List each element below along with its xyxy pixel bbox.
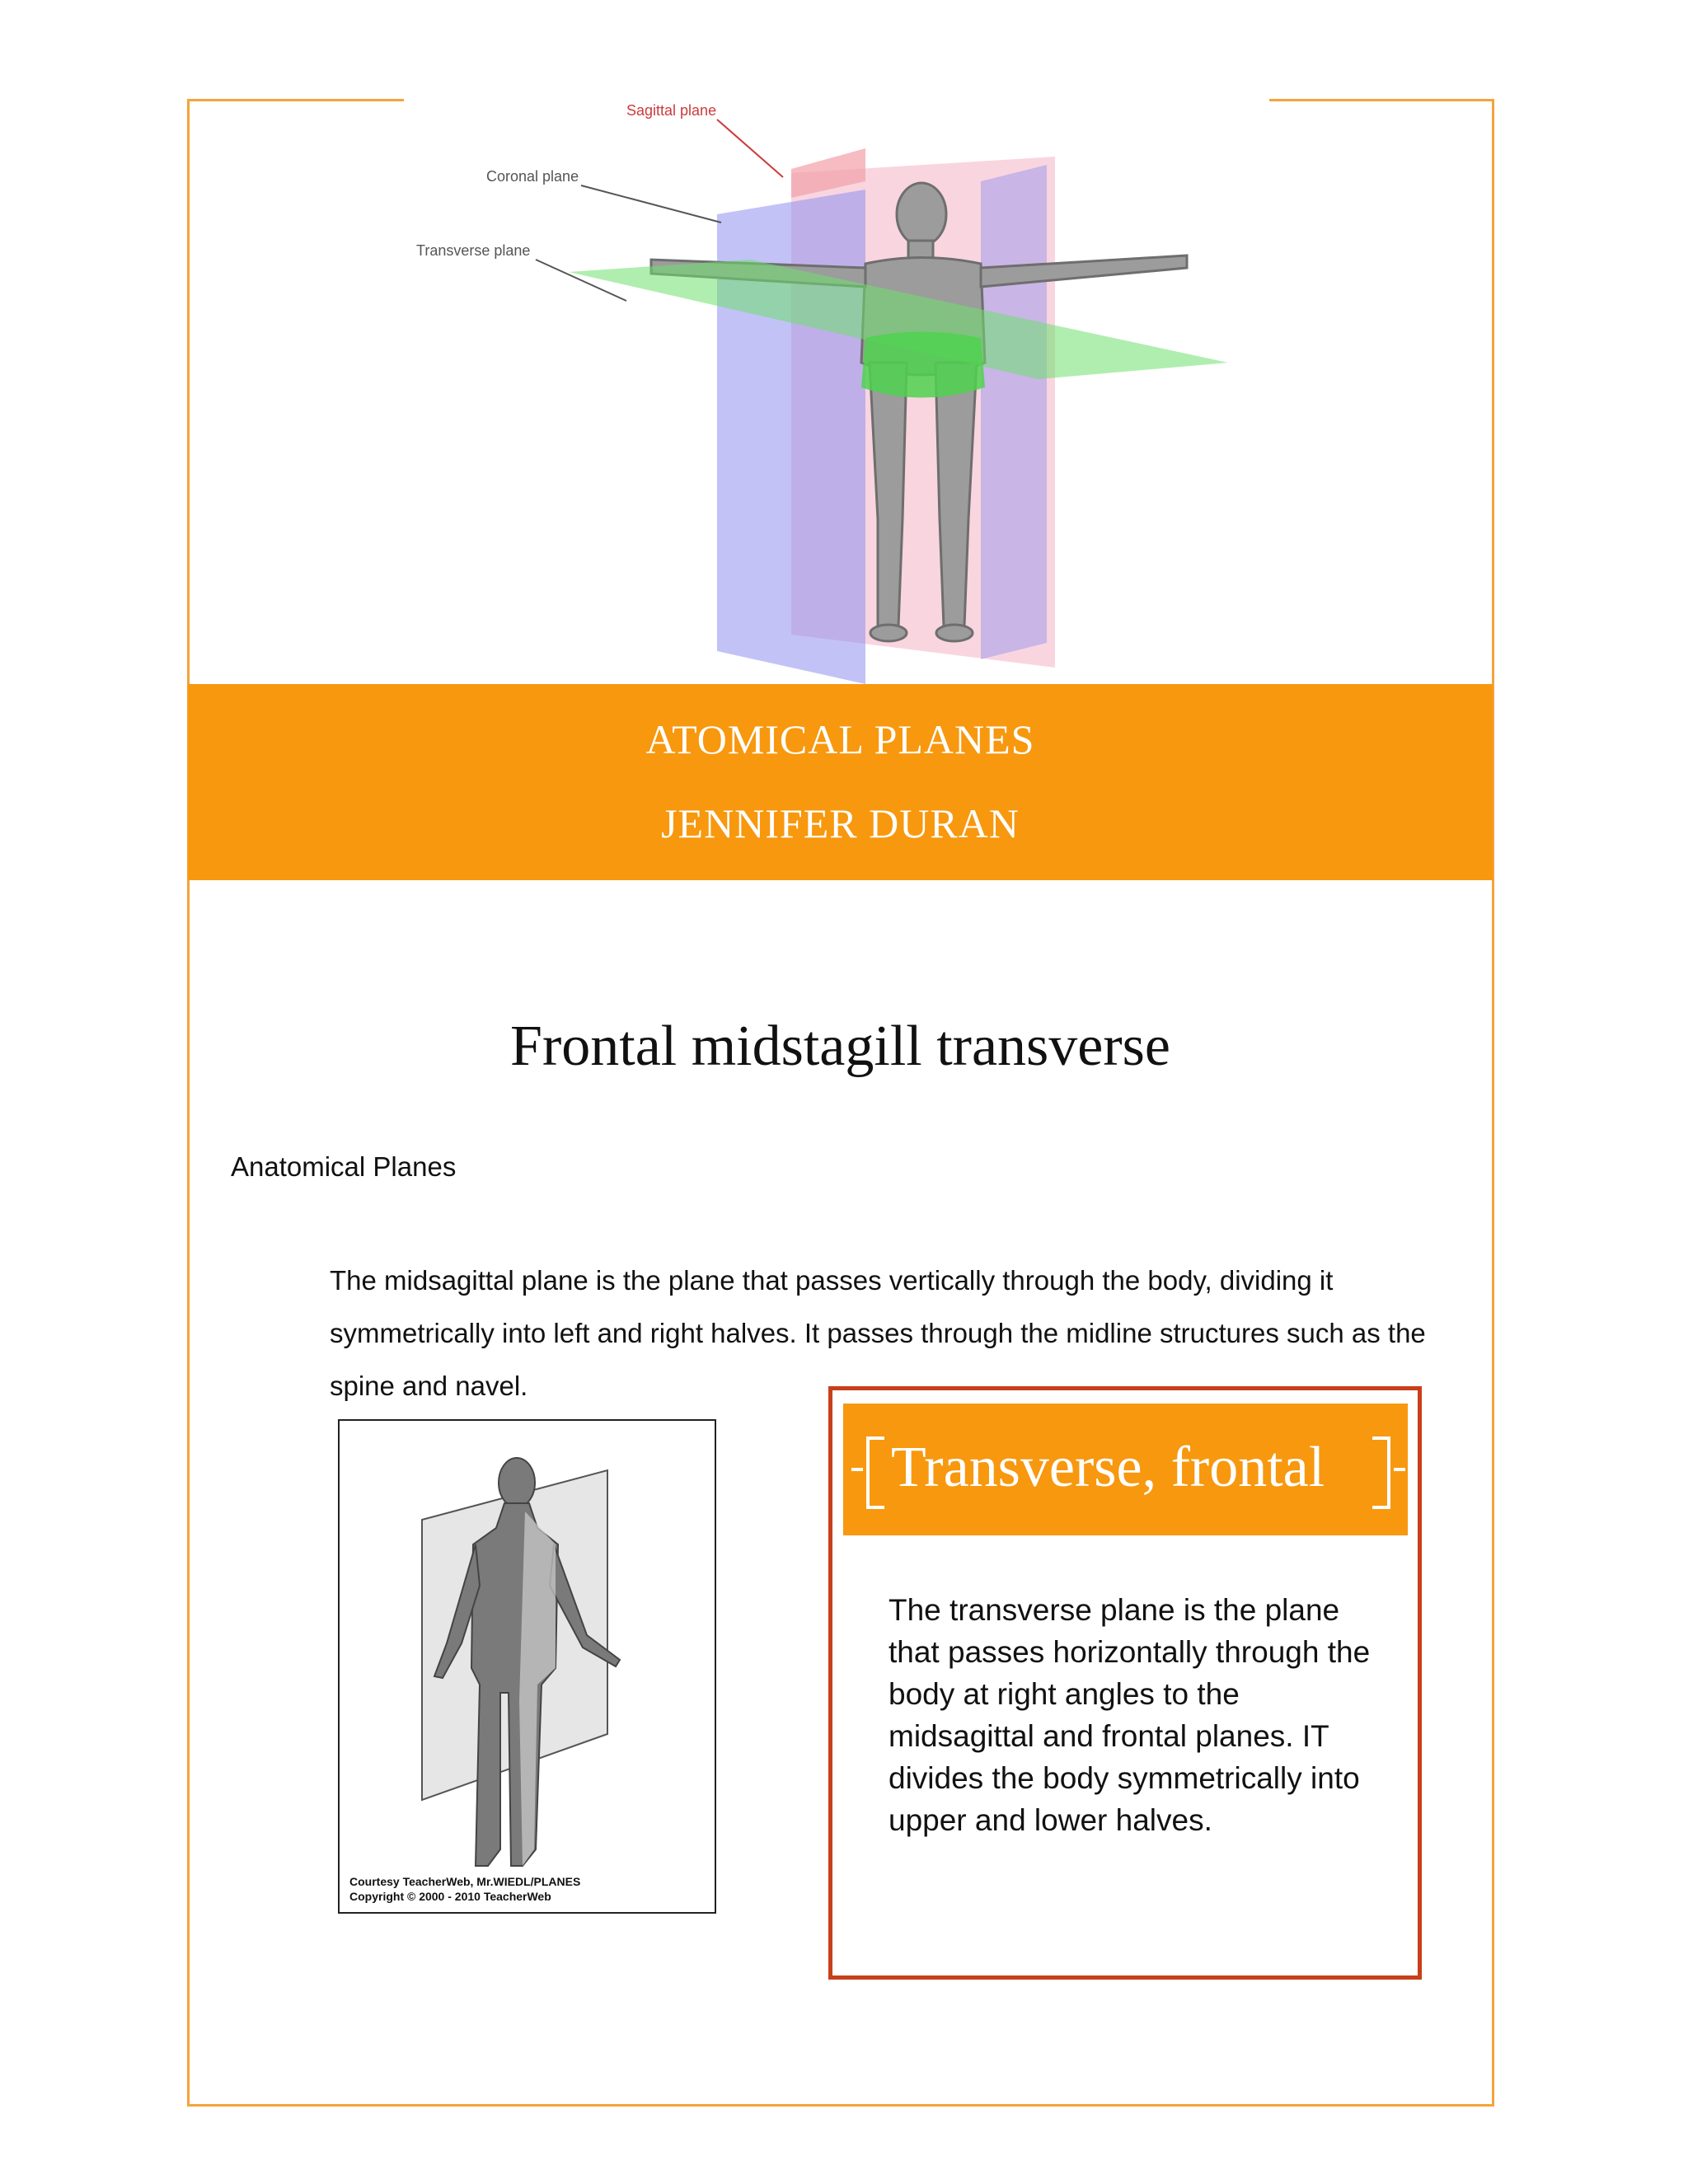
transverse-plane-hip-highlight: [861, 332, 985, 398]
bracket-left-icon: [866, 1436, 884, 1509]
midsagittal-paragraph: The midsagittal plane is the plane that passes vertically through the body, dividing it symmetrically into left and right halves. It passes through the midline structures such as the spine and navel.: [330, 1265, 1426, 1401]
coronal-plane-label: Coronal plane: [486, 168, 579, 185]
bracket-left-tick: [851, 1468, 863, 1471]
page-frame-left: [187, 99, 190, 2107]
section-heading: Anatomical Planes: [231, 1151, 457, 1182]
page-frame-bottom: [187, 2104, 1494, 2107]
page-frame-right: [1492, 99, 1494, 2107]
coronal-plane-back: [981, 165, 1047, 659]
callout-title: Transverse, frontal: [891, 1436, 1325, 1499]
figure-credit-line1: Courtesy TeacherWeb, Mr.WIEDL/PLANES: [349, 1875, 581, 1888]
page-frame-top-right: [1269, 99, 1494, 101]
transverse-plane-label: Transverse plane: [416, 242, 531, 259]
figure-credit: [349, 1874, 580, 1904]
page-frame-top-left: [187, 99, 404, 101]
figure-credit-line2: Copyright © 2000 - 2010 TeacherWeb: [349, 1890, 551, 1903]
woman-plane-illustration: [340, 1421, 715, 1912]
banner-title: ATOMICAL PLANES: [645, 716, 1035, 762]
coronal-plane-pointer: [581, 185, 721, 223]
callout-header: [843, 1404, 1408, 1535]
sagittal-plane-pointer: [717, 120, 783, 177]
bracket-right-tick: [1394, 1468, 1405, 1471]
callout-body-text: The transverse plane is the plane that passes horizontally through the body at right angles to the midsagittal and frontal planes. IT divides the body symmetrically into upper and lower halves.: [889, 1593, 1371, 1837]
sagittal-plane-label: Sagittal plane: [626, 102, 717, 119]
banner-author: JENNIFER DURAN: [661, 800, 1020, 846]
midsagittal-figure: [338, 1419, 716, 1914]
anatomical-planes-illustration: [404, 91, 1269, 684]
title-banner: [188, 684, 1493, 880]
page-title: Frontal midstagill transverse: [510, 1015, 1170, 1078]
bracket-right-icon: [1372, 1436, 1390, 1509]
